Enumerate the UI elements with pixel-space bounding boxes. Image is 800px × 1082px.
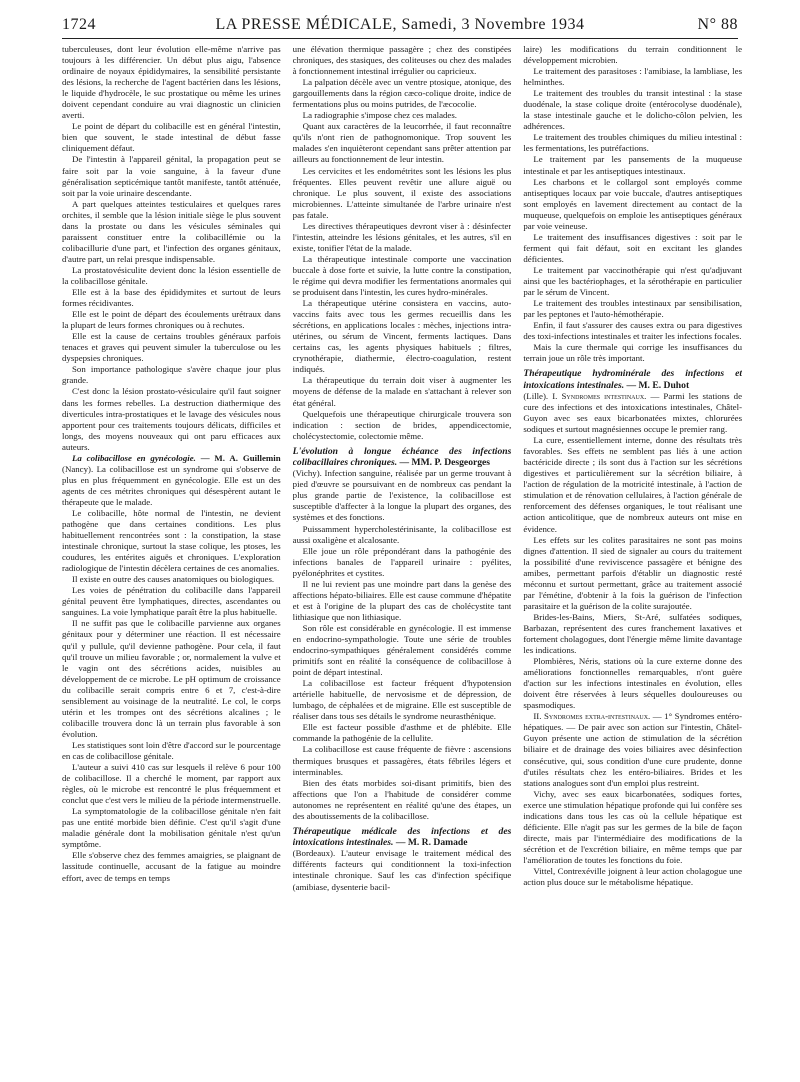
- section-heading: [523, 368, 742, 391]
- paragraph: Vittel, Contrexéville joignent à leur action cholagogue une action plus douce sur le métabolisme hépatique.: [523, 865, 743, 888]
- paragraph: Le traitement par vaccinothérapie qui n'est qu'adjuvant ainsi que les bactériophages, et la sérothérapie en particulier par le sérum de Vincent.: [523, 264, 743, 298]
- journal-title: LA PRESSE MÉDICALE, Samedi, 3 Novembre 1934: [215, 16, 585, 33]
- paragraph: Il ne suffit pas que le colibacille parvienne aux organes génitaux pour y déterminer une réaction. Il est nécessaire qu'il y pullule, qu'il devienne pathogène. Pour cela, il faut qu'il trouve un milieu favorable ; or, normalement la vulve et le vagin ont des sécrétions acides, nuisibles au développement de ce microbe. Le pH optimum de croissance du colibacille serait compris entre 6 et 7, c'est-à-dire sensiblement au voisinage de la neutralité. Le col, le corps utérin et les trompes ont des sécrétions alcalines ; le colibacille trouvera donc là un terrain plus favorable à son évolution.: [62, 618, 281, 739]
- section-body: (Bordeaux). L'auteur envisage le traitement médical des différents facteurs qui conditionnent la toxi-infection intestinale chronique. Sauf les cas d'infection spécifique (amibiase, dysenterie bacil-: [292, 848, 512, 892]
- paragraph: Elle joue un rôle prépondérant dans la pathogénie des infections banales de l'appareil urinaire : pyélites, pyélonéphrites et cystites.: [292, 545, 512, 578]
- paragraph: Elle est à la base des épididymites et surtout de leurs formes récidivantes.: [62, 287, 281, 309]
- issue-number: N° 88: [697, 16, 738, 33]
- paragraph: Le traitement des troubles du transit intestinal : la stase duodénale, la stase colique droite (entérocolyse duodénale), la stase intestinale gauche et le dolicho-côlon pelvien, les adhérences.: [523, 88, 743, 132]
- paragraph: Brides-les-Bains, Miers, St-Aré, sulfatées sodiques, Barbazan, représentent des cures franchement laxatives et fortement cholagogues, dont l'énergie même limite davantage les indications.: [523, 611, 743, 656]
- section-body: (Nancy). La colibacillose est un syndrome qui s'observe de plus en plus fréquemment en gynécologie. Elle est un des agents de ces métrites chroniques qui désespèrent autant le thérapeute que le malade.: [62, 463, 281, 507]
- text-columns: [62, 44, 742, 1074]
- section-title: La colibacillose en gynécologie.: [72, 452, 196, 463]
- section-title: Thérapeutique médicale des infections et des intoxications intestinales.: [292, 825, 512, 849]
- paragraph: tuberculeuses, dont leur évolution elle-même n'arrive pas toujours à les différencier. Un début plus aigu, l'absence ordinaire de noyaux épididymaires, la sensibilité persistante des lésions, la recherche de l'agent bactérien dans les lésions, le liquide d'hydrocèle, le suc prostatique ou même les urines doivent cependant conduire au vrai diagnostic un clinicien averti.: [62, 44, 281, 121]
- column-2: [293, 44, 512, 1074]
- paragraph: Vichy, avec ses eaux bicarbonatées, sodiques fortes, exerce une stimulation hépatique profonde qui lui confère ses indications dans tous les cas où la cellule hépatique est déficiente. Elle n'agit pas sur les germes de la bile de façon directe, mais par l'intermédiaire des modifications de la sécrétion et de l'excrétion biliaire, en même temps que par l'amélioration de toutes les fonctions du foie.: [523, 788, 743, 865]
- paragraph: Elle est facteur possible d'asthme et de phlébite. Elle commande la pathogénie de la cellulite.: [292, 722, 512, 744]
- section-title: L'évolution à longue échéance des infections colibacillaires chroniques.: [292, 445, 512, 468]
- section-body: (Vichy). Infection sanguine, réalisée par un germe trouvant à pied d'œuvre se poursuivant en de nombreux cas pendant la plus grande partie de l'existence, la colibacillose est susceptible d'affecter à la longue la plupart des organes, des systèmes et des fonctions.: [292, 468, 512, 523]
- paragraph: La colibacillose est cause fréquente de fièvre : ascensions thermiques brusques et passagères, états fébriles légers et interminables.: [292, 744, 512, 777]
- paragraph: Le colibacille, hôte normal de l'intestin, ne devient pathogène que dans certaines conditions. Les plus habituellement rencontrées sont : la constipation, la stase intestinale chronique, surtout la stase colique, les ptoses, les coudures, les entérites aiguës et chroniques. L'exploration radiologique de l'intestin décèlera certaines de ces anomalies.: [62, 507, 281, 574]
- section-body-b: — Parmi les stations de cure des infections et des intoxications intestinales, Châtel-Guyon avec ses eaux bicarbonatées mixtes, chlorurées sodiques et surtout magnésiennes occupe le premier rang.: [523, 390, 743, 435]
- subsection-number: II.: [533, 711, 544, 722]
- section-title: Thérapeutique hydrominérale des infections et intoxications intestinales.: [523, 368, 743, 391]
- subsection-paragraph: [523, 711, 742, 788]
- section-body: [523, 391, 742, 435]
- paragraph: La thérapeutique utérine consistera en vaccins, auto-vaccins faits avec tous les germes recueillis dans les sécrétions, en applications locales : mèches, injections intra-utérines, ou sérum de Vincent, ferments lactiques. Dans certains cas, les agents physiques habituels ; filtres, crynothérapie, diathermie, électro-coagulation, restent indiqués.: [292, 298, 512, 375]
- section-body-a: (Lille). I.: [523, 390, 562, 401]
- section-heading: [293, 826, 512, 849]
- paragraph: Elle est le point de départ des écoulements urétraux dans la plupart de leurs formes chroniques ou à rechutes.: [62, 309, 281, 331]
- paragraph: Le point de départ du colibacille est en général l'intestin, bien que souvent, le stade intestinal de début fasse cliniquement défaut.: [62, 121, 281, 154]
- paragraph: Enfin, il faut s'assurer des causes extra ou para digestives des toxi-infections intestinales et traiter les infections focales.: [523, 320, 743, 342]
- subsection-body: — 1° Syndromes entéro-hépatiques. — De pair avec son action sur l'intestin, Châtel-Guyon présente une action de stimulation de la sécrétion biliaire et de drainage des voies biliaires avec désinfection consécutive, qui, sous condition d'une cure prudente, donne d'utiles résultats chez les entéro-biliaires. Brides et les stations analogues sont d'un emploi plus restreint.: [523, 711, 743, 788]
- paragraph: La radiographie s'impose chez ces malades.: [302, 110, 458, 121]
- paragraph: La colibacillose est facteur fréquent d'hypotension artérielle habituelle, de nervosisme et de dépression, de lumbago, de céphalées et de migraine. Elle est susceptible de réaliser dans tous ses détails le syndrome neurasthénique.: [292, 678, 512, 722]
- paragraph: Les effets sur les colites parasitaires ne sont pas moins dignes d'attention. Il sied de signaler au cours du traitement la possibilité d'une reviviscence passagère et bénigne des amibes, permettant parfois d'établir un diagnostic resté méconnu et surtout permettant, grâce au traitement associé par l'émétine, d'obtenir à la fois la guérison de l'infection parasitaire et la guérison de la colite surajoutée.: [523, 534, 743, 611]
- paragraph: La palpation décèle avec un ventre ptosique, atonique, des gargouillements dans la région cæco-colique droite, indice de fermentations plus ou moins putrides, de l'æcocolie.: [292, 77, 512, 110]
- section-author: — M. A. Guillemin: [195, 452, 281, 463]
- paragraph: L'auteur a suivi 410 cas sur lesquels il relève 6 pour 100 de colibacillose. Il a cherché le moment, par rapport aux règles, où le microbe est rencontré le plus fréquemment et conclut que c'est vers le milieu de la période intermenstruelle.: [62, 762, 281, 806]
- paragraph: Bien des états morbides soi-disant primitifs, bien des affections que l'on a l'habitude de considérer comme autonomes ne représentent en réalité qu'une des étapes, un des aboutissements de la colibacillose.: [292, 777, 512, 821]
- paragraph: Mais la cure thermale qui corrige les insuffisances du terrain joue un rôle très important.: [523, 342, 743, 364]
- section-author: — M. R. Damade: [393, 837, 468, 849]
- paragraph: A part quelques atteintes testiculaires et quelques rares orchites, il semble que la lésion initiale siège le plus souvent dans la prostate ou dans les vésicules séminales qui paraissent constituer entre la colibacillémie ou la colibacillurie d'une part, et l'infection des organes génitaux, d'autre part, un relai presque indispensable.: [62, 198, 281, 264]
- paragraph: Il existe en outre des causes anatomiques ou biologiques.: [72, 574, 275, 585]
- paragraph: La cure, essentiellement interne, donne des résultats très favorables. Ses effets ne semblent pas liés à une action bactéricide directe ; ils sont dus à l'action sur les sécrétions digestives et particulièrement sur la sécrétion biliaire, à l'action de régulation de la motricité intestinale, à l'action de stimulation et de rénovation cellulaires, à l'action générale de renforcement des défenses organiques, le tout réalisant une action anticolitique, que de nombreux auteurs ont mise en évidence.: [523, 435, 743, 534]
- paragraph: Puissamment hypercholestérinisante, la colibacillose est aussi oxaligène et alcalosante.: [292, 523, 512, 545]
- paragraph: Les directives thérapeutiques devront viser à : désinfecter l'intestin, atteindre les lésions génitales, et les autres, s'il en existe, tonifier l'état de la malade.: [292, 220, 512, 253]
- paragraph: Le traitement des parasitoses : l'amibiase, la lambliase, les helminthes.: [523, 66, 743, 88]
- paragraph: La prostatovésiculite devient donc la lésion essentielle de la colibacillose génitale.: [62, 264, 281, 286]
- paragraph: Le traitement des troubles intestinaux par sensibilisation, par les peptones et l'auto-hémothérapie.: [523, 298, 743, 320]
- section-paragraph: [62, 453, 281, 508]
- paragraph: Les statistiques sont loin d'être d'accord sur le pourcentage en cas de colibacillose génitale.: [62, 739, 281, 761]
- paragraph: C'est donc la lésion prostato-vésiculaire qu'il faut soigner dans les formes rebelles. La destruction diathermique des diverticules intra-prostatiques et le lavage des vésicules nous apportent pour ces traitements toujours délicats, difficiles et longs, des moyens nouveaux qui ont paru efficaces aux auteurs.: [62, 386, 281, 452]
- paragraph: Il ne lui revient pas une moindre part dans la genèse des affections hépato-biliaires. Elle est cause commune d'hépatite et est à l'origine de la plupart des cas de cholécystite tant lithiasique que non lithiasique.: [292, 578, 512, 622]
- paragraph: Elle est la cause de certains troubles généraux parfois tenaces et graves qui peuvent simuler la tuberculose ou les dyspepsies chroniques.: [62, 331, 281, 364]
- subsection-label: Syndromes intestinaux.: [561, 390, 647, 401]
- paragraph: La thérapeutique intestinale comporte une vaccination buccale à dose forte et suivie, la lutte contre la constipation, le régime qui devra modifier les fermentations anormales qui se produisent dans l'intestin, les cures hydro-minérales.: [292, 253, 512, 298]
- paragraph: La symptomatologie de la colibacillose génitale n'en fait pas une entité morbide bien définie. C'est qu'il s'agit d'une maladie générale dont la mobilisation génitale n'est qu'un symptôme.: [62, 806, 281, 850]
- paragraph: Le traitement par les pansements de la muqueuse intestinale et par les antiseptiques intestinaux.: [523, 154, 743, 176]
- paragraph: De l'intestin à l'appareil génital, la propagation peut se faire soit par la voie sanguine, à la faveur d'une généralisation septicémique tantôt manifeste, tantôt atténuée, soit par la voie urinaire descendante.: [62, 154, 281, 198]
- paragraph: Quelquefois une thérapeutique chirurgicale trouvera son indication : section de brides, appendicectomie, cholécystectomie, colectomie même.: [292, 408, 512, 441]
- paragraph: laire) les modifications du terrain conditionnent le développement microbien.: [523, 44, 743, 66]
- paragraph: Le traitement des insuffisances digestives : soit par le ferment qui fait défaut, soit en excitant les glandes déficientes.: [523, 231, 743, 264]
- page-number: 1724: [62, 16, 96, 33]
- subsection-label: Syndromes extra-intestinaux.: [543, 711, 651, 722]
- paragraph: Son importance pathologique s'avère chaque jour plus grande.: [62, 364, 281, 386]
- column-3: [523, 44, 742, 1074]
- paragraph: Les voies de pénétration du colibacille dans l'appareil génital peuvent être lymphatiques, directes, ascendantes ou sanguines. La voie lymphatique paraît être la plus habituelle.: [62, 585, 281, 618]
- paragraph: Les charbons et le collargol sont employés comme antiseptiques locaux par voie buccale, d'autres antiseptiques sont employés en lavement directement au contact de la muqueuse, quelquefois on emploie les antiseptiques généraux par voie veineuse.: [523, 176, 743, 231]
- paragraph: Le traitement des troubles chimiques du milieu intestinal : les fermentations, les putréfactions.: [523, 132, 743, 154]
- column-1: [62, 44, 281, 1074]
- section-author: — MM. P. Desgeorges: [397, 456, 491, 468]
- section-heading: [293, 446, 512, 469]
- paragraph: La thérapeutique du terrain doit viser à augmenter les moyens de défense de la malade en s'attachant à relever son état général.: [292, 375, 512, 408]
- paragraph: une élévation thermique passagère ; chez des constipées chroniques, des stasiques, des coliteuses ou chez des malades à fonctionnement intestinal irrégulier ou capricieux.: [292, 44, 512, 77]
- paragraph: Les cervicites et les endométrites sont les lésions les plus fréquentes. Elles peuvent revêtir une allure aiguë ou chronique. Le plus souvent, il existe des associations microbiennes. L'atteinte simultanée de l'arbre urinaire n'est pas fatale.: [292, 165, 512, 220]
- paragraph: Quant aux caractères de la leucorrhée, il faut reconnaître qu'ils n'ont rien de pathognomonique. Trop souvent les malades s'en inquièteront cependant sans prêter attention par ailleurs au fonctionnement de leur intestin.: [292, 121, 512, 165]
- section-author: — M. E. Duhot: [624, 379, 690, 391]
- page-header: [62, 14, 738, 39]
- paragraph: Plombières, Néris, stations où la cure externe donne des améliorations fonctionnelles remarquables, n'ont guère d'action sur les infections intestinales en évolution, elles doivent être réservées à leurs séquelles douloureuses ou spasmodiques.: [523, 656, 743, 711]
- paragraph: Son rôle est considérable en gynécologie. Il est immense en endocrino-sympathologie. Toute une série de troubles endocrino-sympathiques généralement considérés comme primitifs sont en réalité la conséquence de colibacillose à point de départ intestinal.: [292, 622, 512, 678]
- paragraph: Elle s'observe chez des femmes amaigries, se plaignant de lassitude continuelle, accusant de la fatigue au moindre effort, avec de temps en temps: [62, 850, 281, 883]
